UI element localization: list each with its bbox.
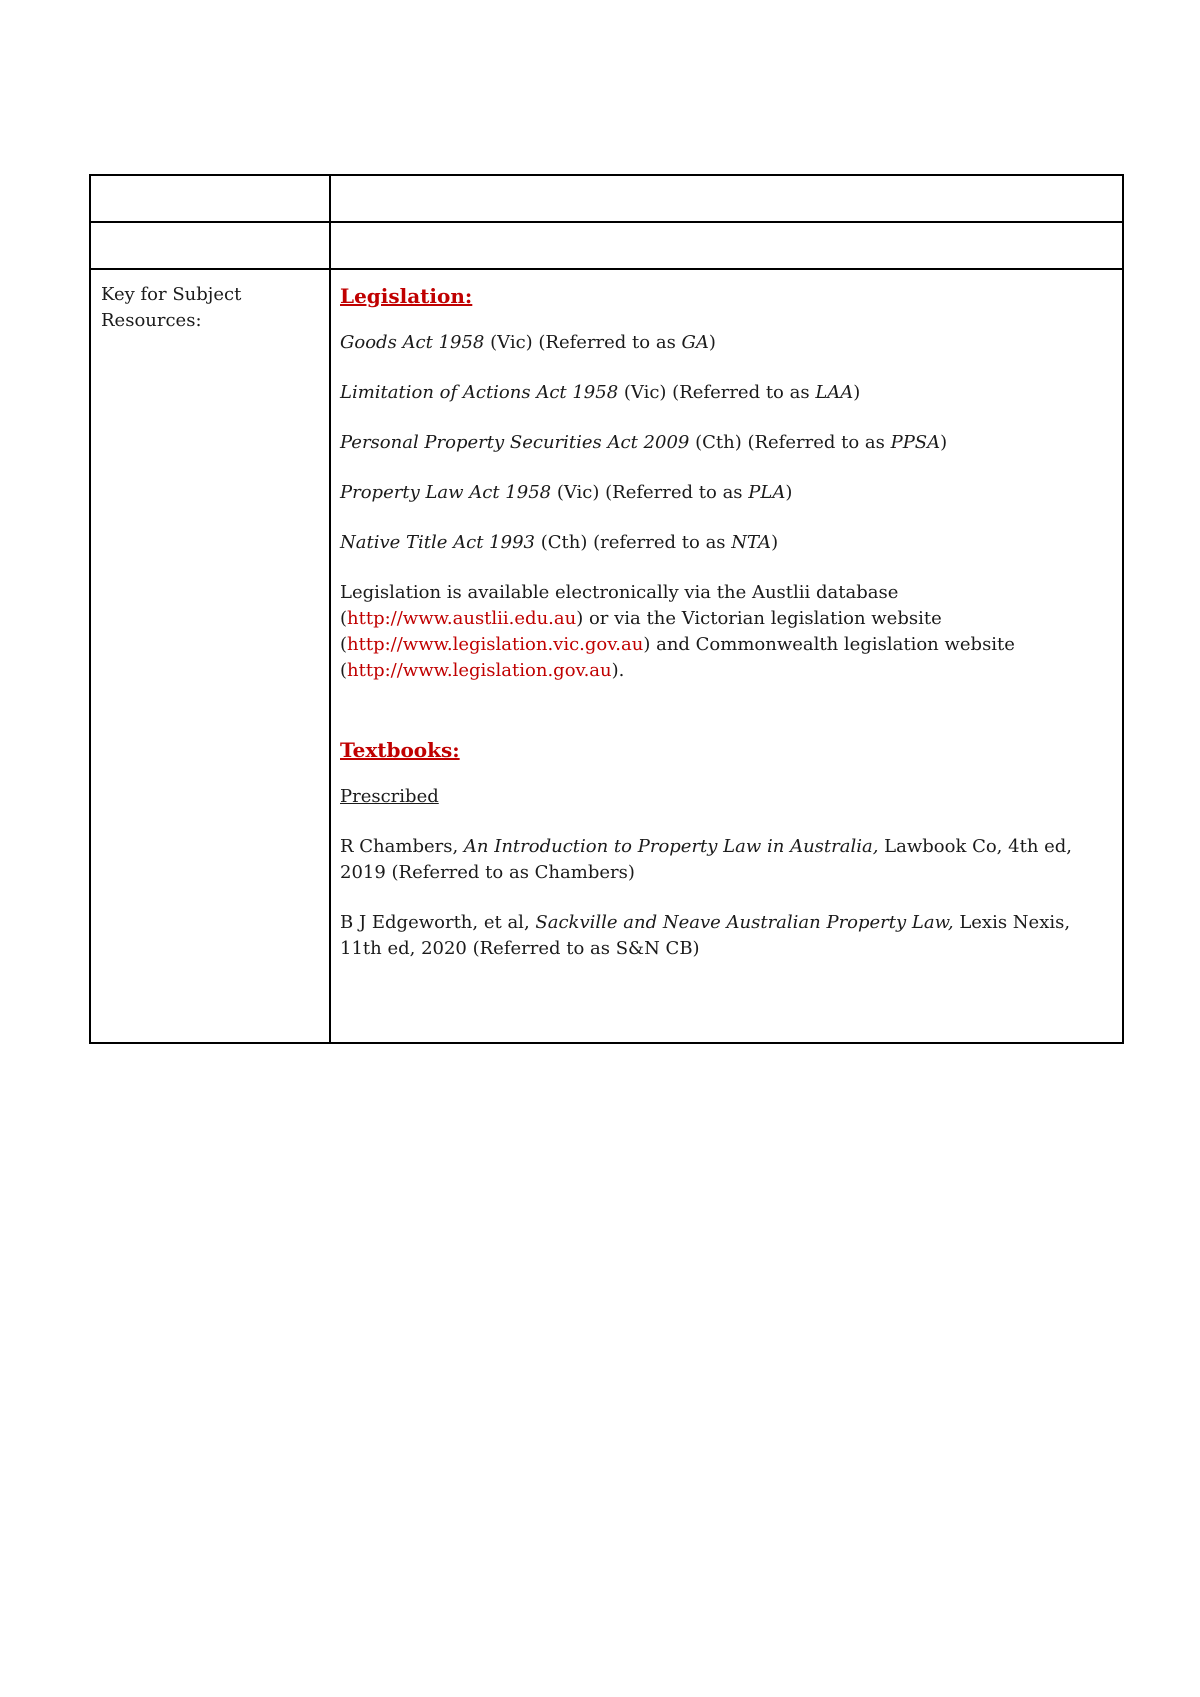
act-entry — [340, 480, 1112, 506]
table-row-empty-1 — [90, 175, 1123, 222]
act-entry — [340, 530, 1112, 556]
act-abbrev: PPSA — [890, 432, 941, 453]
act-jurisdiction: (Cth) (Referred to as — [689, 432, 891, 453]
book-details: Lawbook Co, 4th ed, 2019 (Referred to as Chambers) — [340, 836, 1073, 883]
book-details: Lexis Nexis, 11th ed, 2020 (Referred to as S&N CB) — [340, 912, 1071, 959]
empty-cell — [330, 175, 1123, 222]
act-entry — [340, 330, 1112, 356]
act-entry — [340, 430, 1112, 456]
subject-resources-table — [89, 174, 1124, 1044]
act-abbrev: LAA — [815, 382, 854, 403]
act-jurisdiction: (Vic) (Referred to as — [551, 482, 749, 503]
act-title: Goods Act 1958 — [340, 332, 485, 353]
act-close: ) — [853, 382, 861, 403]
act-title: Native Title Act 1993 — [340, 532, 535, 553]
textbooks-heading: Textbooks: — [340, 738, 460, 762]
book-title: Sackville and Neave Australian Property Law, — [535, 912, 954, 933]
act-jurisdiction: (Vic) (Referred to as — [484, 332, 682, 353]
key-label-cell — [90, 269, 330, 1043]
book-author: B J Edgeworth, et al, — [340, 912, 536, 933]
legislation-heading: Legislation: — [340, 284, 473, 308]
book-title: An Introduction to Property Law in Australia, — [463, 836, 879, 857]
textbook-entry — [340, 910, 1112, 962]
empty-cell — [330, 222, 1123, 269]
prescribed-subheading: Prescribed — [340, 786, 439, 807]
book-author: R Chambers, — [340, 836, 464, 857]
act-jurisdiction: (Cth) (referred to as — [535, 532, 732, 553]
act-title: Property Law Act 1958 — [340, 482, 552, 503]
act-title: Personal Property Securities Act 2009 — [340, 432, 690, 453]
resources-content-cell — [330, 269, 1123, 1043]
act-jurisdiction: (Vic) (Referred to as — [618, 382, 816, 403]
act-abbrev: PLA — [748, 482, 786, 503]
note-text: ) or via the Victorian legislation website ( — [340, 608, 942, 655]
legislation-availability-note — [340, 580, 1112, 684]
note-text: ) and Commonwealth legislation website ( — [340, 634, 1015, 681]
note-text: Legislation is available electronically via the Austlii database ( — [340, 582, 899, 629]
austlii-link[interactable]: http://www.austlii.edu.au — [347, 608, 577, 629]
table-row-empty-2 — [90, 222, 1123, 269]
act-entry — [340, 380, 1112, 406]
cth-legislation-link[interactable]: http://www.legislation.gov.au — [347, 660, 612, 681]
act-abbrev: NTA — [731, 532, 772, 553]
empty-cell — [90, 222, 330, 269]
act-close: ) — [708, 332, 716, 353]
empty-cell — [90, 175, 330, 222]
act-close: ) — [785, 482, 793, 503]
act-title: Limitation of Actions Act 1958 — [340, 382, 619, 403]
act-close: ) — [771, 532, 779, 553]
key-label: Key for Subject Resources: — [101, 284, 242, 331]
table-row-resources — [90, 269, 1123, 1043]
vic-legislation-link[interactable]: http://www.legislation.vic.gov.au — [347, 634, 644, 655]
act-abbrev: GA — [681, 332, 709, 353]
textbook-entry — [340, 834, 1112, 886]
act-close: ) — [940, 432, 948, 453]
note-text: ). — [611, 660, 625, 681]
